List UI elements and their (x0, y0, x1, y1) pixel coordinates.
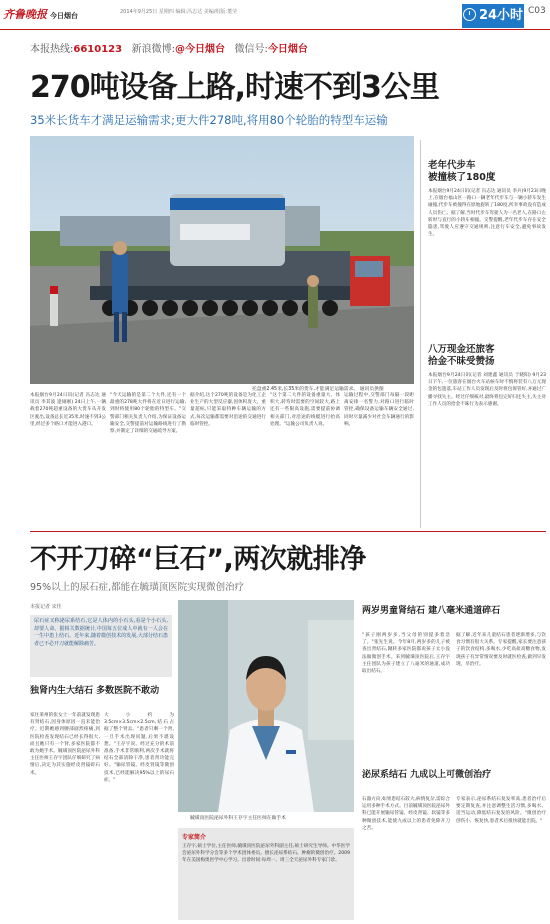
story2-col-a: 家住莱州的张女士一年前就发现患有肾结石,因身体原因一直未能治疗。近期她感到腰部剧烈疼痛,到医院检查发现结石已经长得很大,而且她只有一个肾,多家医院都不敢为她手术。毓璜顶医院泌尿外科主任医师王存宇团队仔细研究了病情后,决定为其实施经皮肾镜碎石术。 (30, 713, 100, 776)
story2-col-c: "孩子刚两岁多,当父母的别提多着急了。"张先生说。今年8月,两岁多的儿子被查出肾结石,辗转多家医院都说孩子太小没法做微创手术。来到毓璜顶医院后,王存宇主任团队为孩子建立了八毫米的通道,成功取出结石。 (362, 633, 450, 675)
section-divider (30, 531, 546, 532)
side2-headline: 八万现金还旅客 拾金不昧受赞扬 (428, 344, 495, 367)
issue-info: 2014年9月25日 星期四 编辑:冯志达 美编/组版:董莹 (120, 9, 238, 15)
story2-col-f: 专家表示,泌尿系结石复发率高,患者治疗后要定期复查,并注意调整生活习惯,多喝水、适当运动,降低结石复发的风险。"微创治疗创伤小、恢复快,患者术后很快就能出院。" (456, 797, 546, 824)
doctor-photo (178, 600, 354, 812)
side2-body: 本报烟台9月24日讯(记者 刘建鑫 通讯员 于晓阳) 9月23日下午,一位旅客在烟台火车站候车时不慎将装有八万元现金的包遗落,车站工作人员发现后及时将包保管好,并通过广播寻找失主。经过仔细核对,最终将包完好归还失主,失主对工作人员的拾金不昧行为表示感谢。 (428, 373, 546, 407)
side1-body: 本报烟台9月24日讯(记者 冯志达 通讯员 李兵)9月23日晚上,在烟台福山区一路口一辆老年代步车与一辆小轿车发生碰撞,代步车被撞得在原地旋转了180度,所幸事故没有造成人员伤亡。据了解,当时代步车驾驶人为一名老人,在路口左转时与直行的小轿车相撞。交警提醒,老年代步车存在安全隐患,驾驶人应遵守交通规则,注意行车安全,避免事故发生。 (428, 189, 546, 238)
side1-headline: 老年代步车 被撞核了180度 (428, 160, 496, 183)
story1-subhead: 35米长货车才满足运输需求;更大件278吨,将用80个轮胎的特型车运输 (30, 113, 388, 127)
story2-col-b: 大小约为3.5cm×3.5cm×2.5cm,结石占据了整个肾盂。"患者只剩一个肾,一旦手术出现问题,后果不堪设想。"王存宇说。经过充分的术前准备,手术非常顺利,两次手术就将结石全部清除干净,患者肾功能完好。"输尿管镜、经皮肾镜等微创技术,已经能解决95%以上的尿石症。" (104, 713, 174, 783)
expert-body: 王存宇,硕士学位,主任医师,毓璜顶医院泌尿外科副主任,硕士研究生导师。中华医学会泌尿外科学分会等多个学术团体委员。擅长泌尿系结石、肿瘤的微创治疗。2009年在美国梅奥医学中心学习。出诊时间:每周一、周三全天泌尿外科专家门诊。 (182, 844, 350, 864)
page-header (0, 0, 550, 30)
story1-col-2: "今天运输的是第二个大件,还有一个最重的278吨大件将在近日进行运输,到时将使用80个轮胎的特型车。"交警部门相关负责人介绍,为保证设备运输安全,交警提前对运输路线进行了勘察,并制定了详细的交通疏导方案。 (110, 393, 186, 435)
column-badge: 24小时 (462, 4, 524, 28)
story2-headline: 不开刀碎“巨石”,两次就排净 (30, 544, 366, 575)
story2-col-e: 石器方向,如果患结石较大,病情复杂,需综合运用多种手术方式。目前毓璜顶医院泌尿外科已能开展输尿管镜、经皮肾镜、软镜等多种微创技术,能使九成以上的患者免除开刀之苦。 (362, 797, 450, 831)
story2-section-a: 独肾内生大结石 多数医院不敢动 (30, 686, 160, 696)
newspaper-logo: 齐鲁晚报 今日烟台 (3, 8, 78, 21)
story1-col-4: "这个第二大件的设备重量大、体积大,转弯时需要的空间较大,路上还有一些限高设施,需要提前协调相关部门,对沿途的线缆进行抬高处理。"运输公司负责人说。 (270, 393, 340, 427)
expert-box (178, 828, 354, 920)
clock-icon (463, 8, 476, 21)
story1-col-3: 据介绍,这个270吨的设备是为化工企业生产的大型反应器,因体积庞大、重量超标,只能采取特种车辆运输的方式,每次运输都需要对沿途的交通进行临时管控。 (190, 393, 266, 427)
story1-photo (30, 136, 414, 384)
story1-headline: 270吨设备上路,时速不到3公里 (30, 70, 439, 105)
story1-col-1: 本报烟台9月24日讯(记者 冯志达 通讯员 李其波 逄锡刚) 24日上午,一辆载着270吨超重设备的大货车从开发区驶出,设备总长近35米,时速不到3公里,经过多个路口才能进入港口。 (30, 393, 106, 427)
story2-byline: 本报记者 宋佳 (30, 604, 62, 610)
story2-intro: 尿石症又称泌尿系结石,它是人体内的小石头,看是个小石头,却要人命。据相关数据统计,中国每五位成人中就有一人会在一生中患上结石。近年来,随着微创技术的发展,大部分结石患者已不必开刀就能解除痛苦。 (30, 615, 172, 677)
column-divider (420, 140, 421, 528)
contact-line: 本报热线:6610123 新浪微博:@今日烟台 微信号:今日烟台 (30, 44, 308, 55)
story2-col-d: 据了解,近年来儿童结石患者逐渐增多,与饮食习惯有很大关系。专家提醒,家长要注意孩子的饮食结构,多喝水,少吃高盐高糖食物,发现孩子有异常情况要及时就医检查,做到早发现、早治疗。 (456, 633, 546, 667)
story1-col-5: 运输过程中,交警部门每隔一段距离安排一名警力,对路口进行临时管控,确保设备运输车辆安全通过,同时尽量减少对社会车辆通行的影响。 (344, 393, 414, 427)
page-number: C03 (528, 6, 546, 16)
doctor-photo-caption: 毓璜顶医院泌尿外科王存宇主任医师在做手术 (190, 816, 286, 821)
story2-subhead: 95%以上的尿石症,都能在毓璜顶医院实现微创治疗 (30, 582, 245, 593)
story2-section-c: 泌尿系结石 九成以上可微创治疗 (362, 770, 492, 780)
expert-title: 专家简介 (182, 834, 207, 841)
story2-section-b: 两岁男童肾结石 建八毫米通道碎石 (362, 606, 501, 616)
story1-photo-caption: 托盘重2.45米,长35米的货车,才能满足运输需求。 通讯员供图 (252, 387, 384, 392)
